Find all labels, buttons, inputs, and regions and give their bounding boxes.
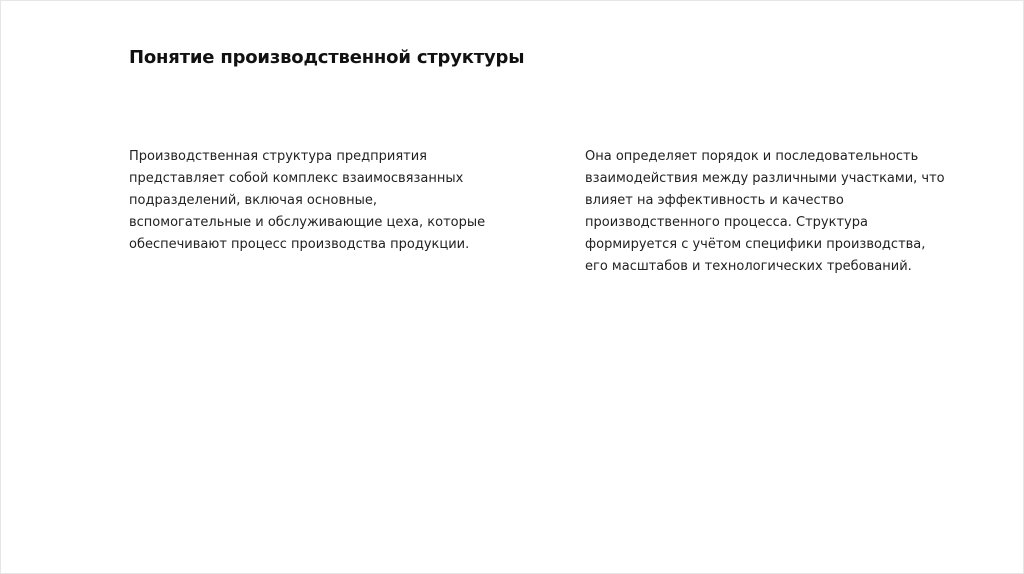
slide-title: Понятие производственной структуры [129,47,525,68]
left-paragraph: Производственная структура предприятия представляет собой комплекс взаимосвязанных подразделений, включая основные, вспомогательные и обслуживающие цеха, которые обеспечивают процесс производства продукции. [129,149,486,252]
right-paragraph: Она определяет порядок и последовательность взаимодействия между различными участками, что влияет на эффективность и качество производственного процесса. Структура формируется с учётом специфики производства, его масштабов и технологических требований. [585,149,945,274]
